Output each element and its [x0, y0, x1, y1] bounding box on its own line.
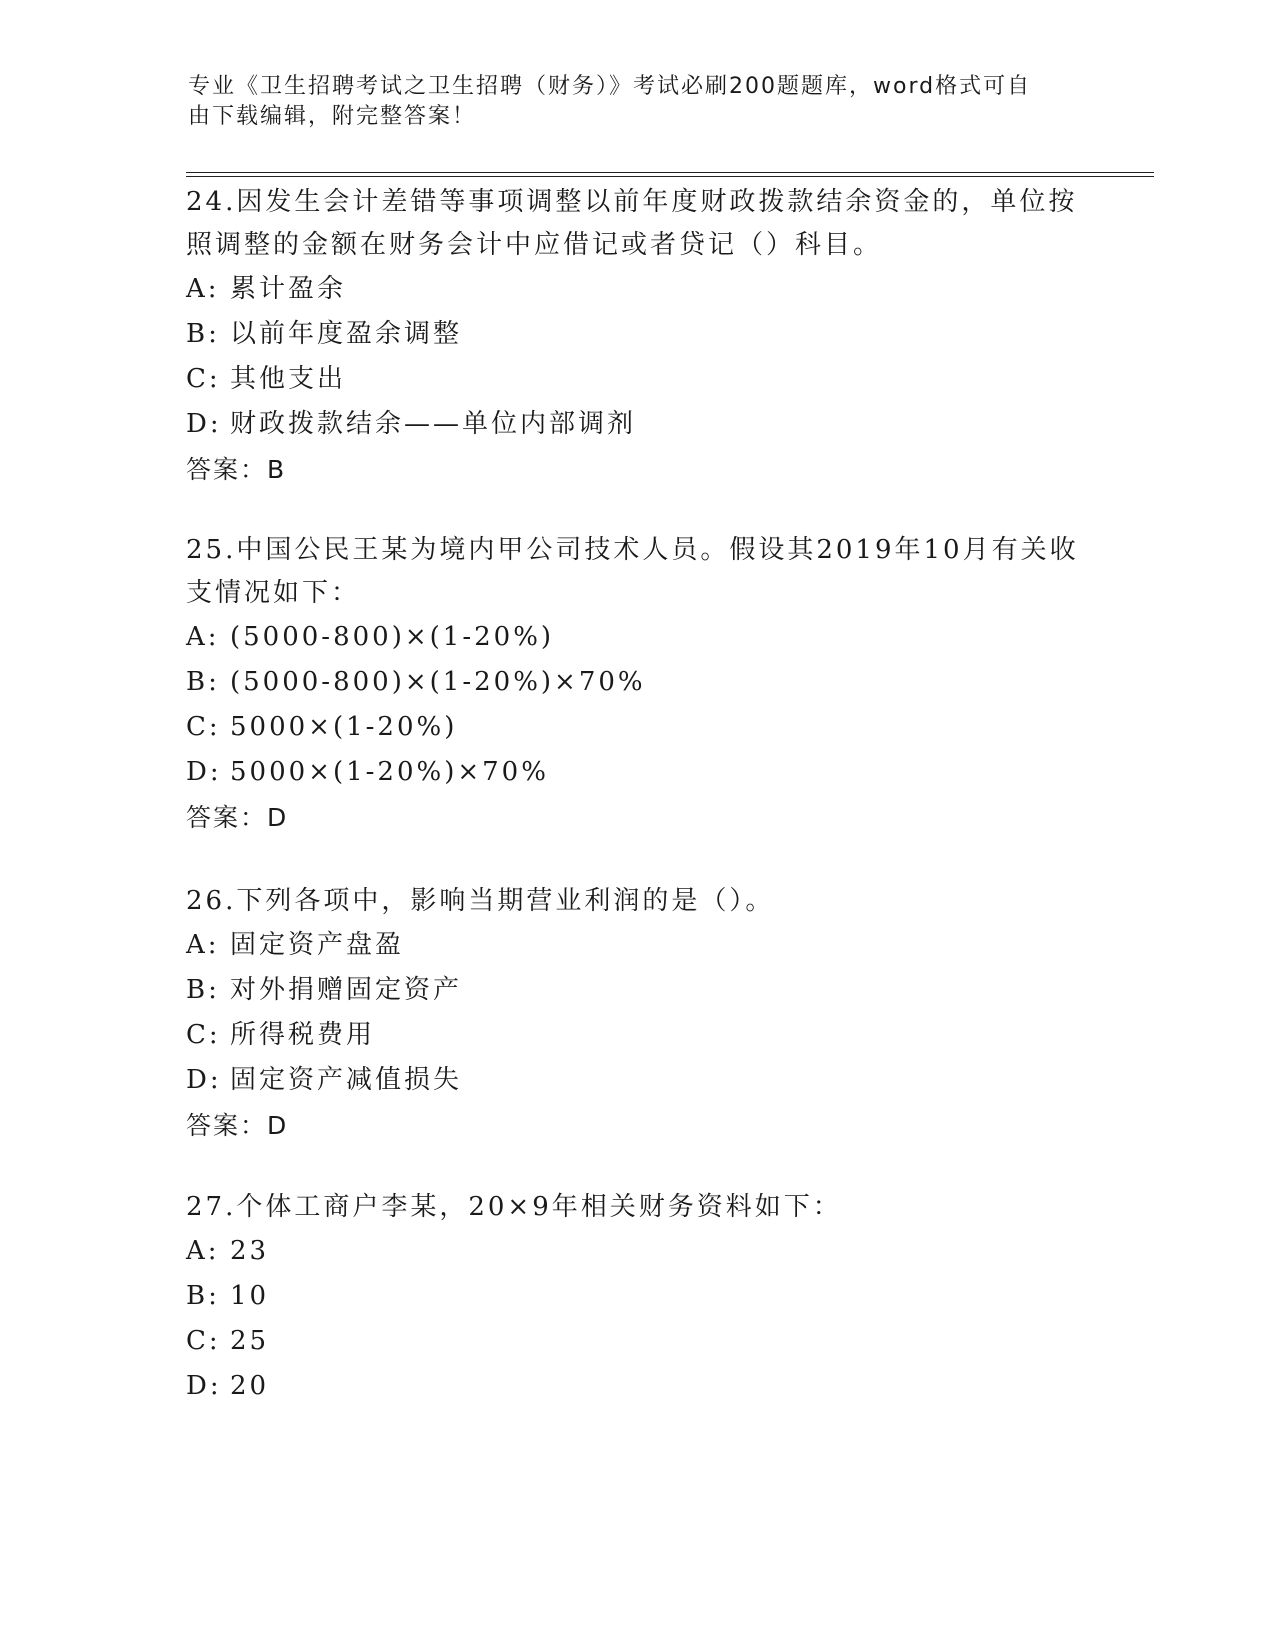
option-letter: C:	[186, 712, 221, 742]
option-a	[186, 1229, 1086, 1274]
option-letter: A:	[186, 274, 220, 304]
option-letter: D:	[186, 409, 222, 439]
option-text: 所得税费用	[230, 1020, 376, 1050]
option-a	[186, 267, 1086, 312]
option-letter: C:	[186, 1020, 221, 1050]
question-24	[186, 181, 1086, 492]
option-text: 固定资产盘盈	[230, 930, 405, 960]
option-letter: A:	[186, 622, 220, 652]
option-b	[186, 312, 1086, 357]
option-b	[186, 968, 1086, 1013]
option-a	[186, 923, 1086, 968]
question-stem-line-1: 25.中国公民王某为境内甲公司技术人员。假设其2019年10月有关收	[186, 535, 1079, 565]
option-b	[186, 660, 1086, 705]
option-letter: D:	[186, 1065, 222, 1095]
answer-label: 答案：D	[186, 1111, 289, 1140]
header-line-1: 专业《卫生招聘考试之卫生招聘（财务）》考试必刷200题题库，word格式可自	[188, 74, 1032, 99]
answer-label: 答案：B	[186, 455, 287, 484]
option-text: 5000×(1-20%)	[230, 712, 458, 742]
option-letter: C:	[186, 1326, 221, 1356]
question-stem-line-1: 24.因发生会计差错等事项调整以前年度财政拨款结余资金的，单位按	[186, 187, 1078, 217]
question-26	[186, 880, 1086, 1148]
question-stem-line-2: 照调整的金额在财务会计中应借记或者贷记（）科目。	[186, 230, 883, 260]
option-text: 累计盈余	[230, 274, 347, 304]
option-text: 20	[230, 1371, 270, 1401]
option-d	[186, 1364, 1086, 1409]
option-c	[186, 357, 1086, 402]
option-text: 23	[230, 1236, 270, 1266]
header-line-2: 由下载编辑，附完整答案！	[188, 104, 477, 129]
question-25	[186, 529, 1086, 840]
question-stem-line-1: 26.下列各项中，影响当期营业利润的是（）。	[186, 886, 775, 916]
option-letter: D:	[186, 757, 222, 787]
option-letter: A:	[186, 930, 220, 960]
header-rule-bottom	[186, 176, 1154, 177]
option-letter: C:	[186, 364, 221, 394]
option-a	[186, 615, 1086, 660]
option-text: 25	[230, 1326, 270, 1356]
option-text: 以前年度盈余调整	[230, 319, 463, 349]
question-27	[186, 1186, 1086, 1409]
option-text: 财政拨款结余——单位内部调剂	[230, 409, 637, 439]
option-text: 对外捐赠固定资产	[230, 975, 463, 1005]
question-stem-line-1: 27.个体工商户李某，20×9年相关财务资料如下：	[186, 1192, 842, 1222]
option-text: 10	[230, 1281, 270, 1311]
option-letter: A:	[186, 1236, 220, 1266]
option-letter: B:	[186, 319, 220, 349]
option-c	[186, 1319, 1086, 1364]
option-c	[186, 705, 1086, 750]
option-d	[186, 1058, 1086, 1103]
option-b	[186, 1274, 1086, 1319]
option-text: (5000-800)×(1-20%)	[230, 622, 555, 652]
option-text: 5000×(1-20%)×70%	[230, 757, 549, 787]
question-stem-line-2: 支情况如下：	[186, 578, 361, 608]
option-c	[186, 1013, 1086, 1058]
option-letter: B:	[186, 1281, 220, 1311]
option-letter: D:	[186, 1371, 222, 1401]
header-rule-top	[186, 172, 1154, 173]
option-text: 其他支出	[230, 364, 347, 394]
option-text: 固定资产减值损失	[230, 1065, 463, 1095]
option-text: (5000-800)×(1-20%)×70%	[230, 667, 646, 697]
document-header	[188, 72, 1088, 132]
option-d	[186, 402, 1086, 447]
option-letter: B:	[186, 667, 220, 697]
option-d	[186, 750, 1086, 795]
answer-label: 答案：D	[186, 803, 289, 832]
option-letter: B:	[186, 975, 220, 1005]
